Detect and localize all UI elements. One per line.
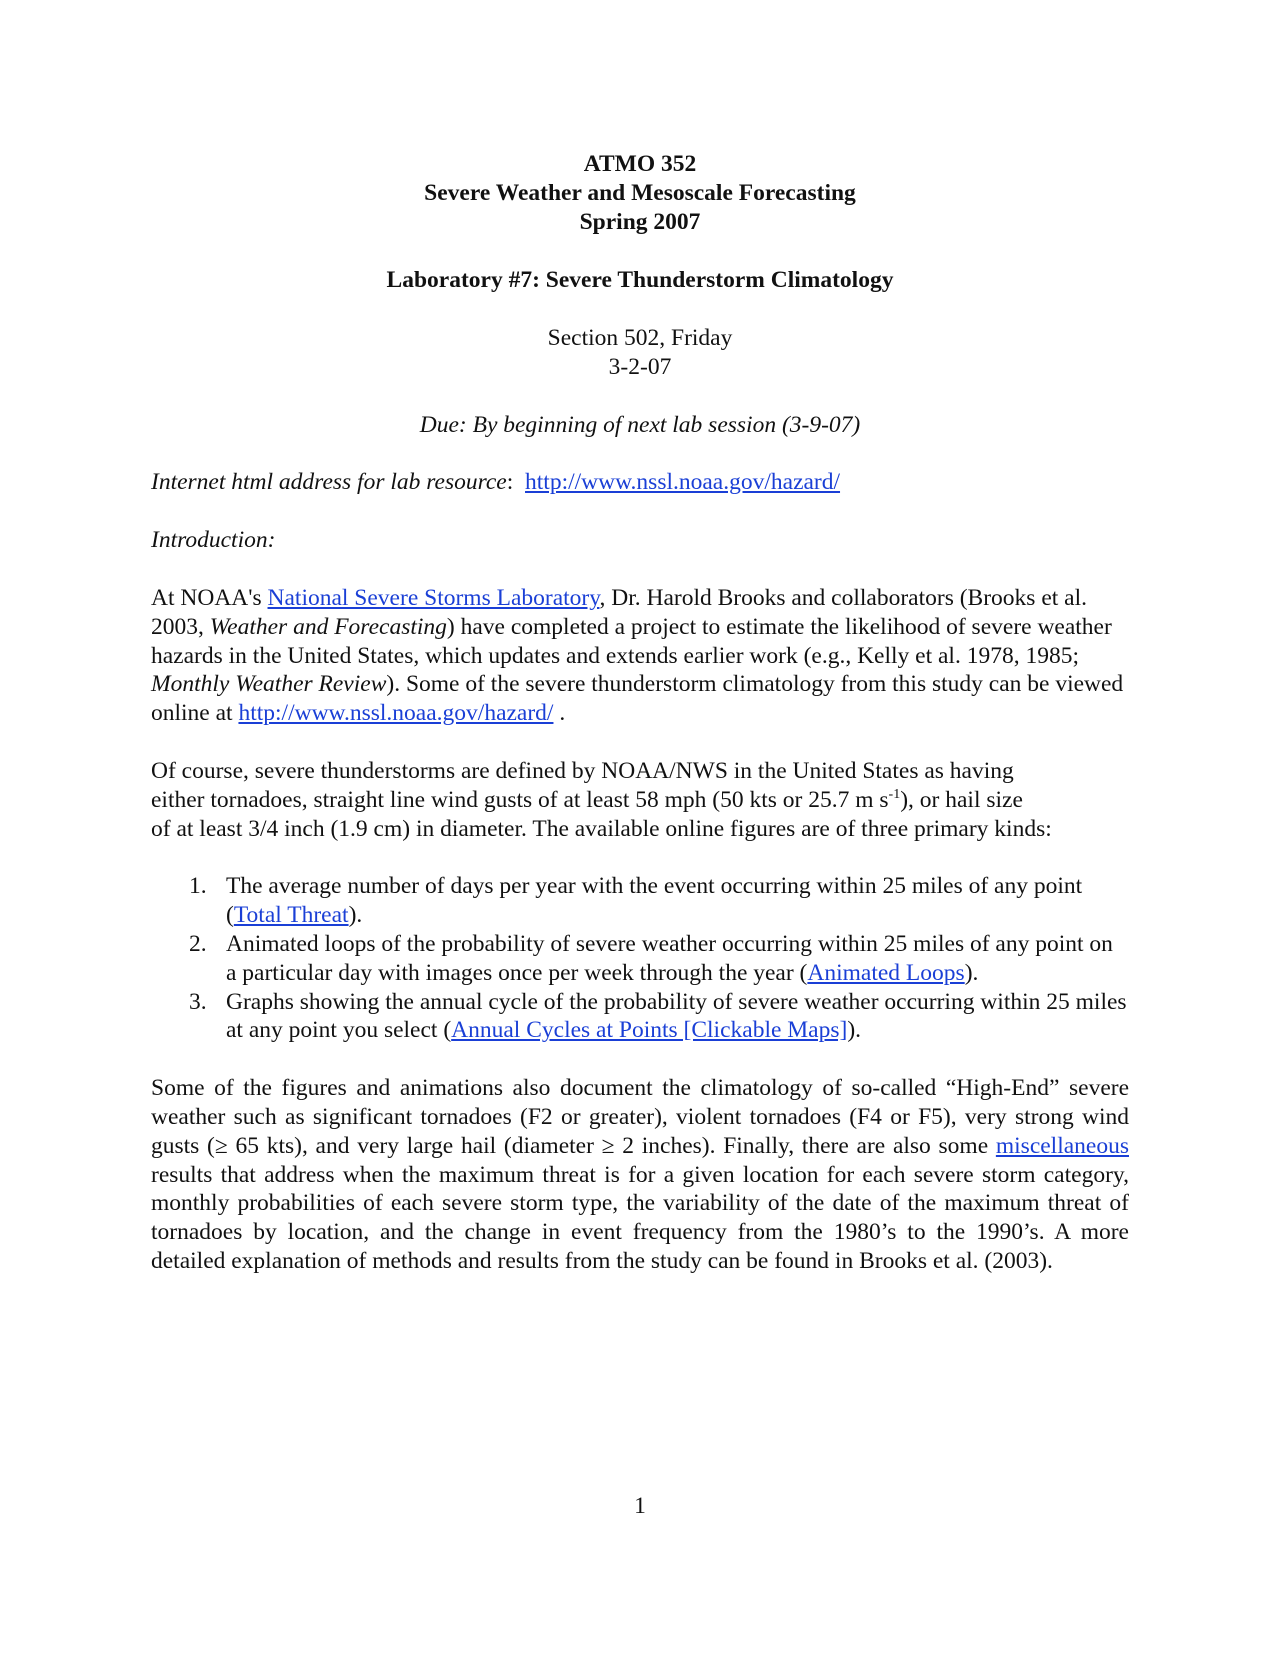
intro-p1-text-b: , Dr. Harold Brooks and collaborators (Brooks et al. 2003,	[151, 584, 1087, 640]
list-number: 2.	[189, 930, 207, 957]
intro-p1-text-a: At NOAA's	[151, 584, 268, 611]
intro-paragraph-1	[151, 584, 1129, 728]
annual-cycles-link[interactable]: Annual Cycles at Points [Clickable Maps]	[451, 1017, 848, 1044]
p2-line-2a: either tornadoes, straight line wind gusts of at least 58 mph (50 kts or 25.7 m s	[151, 786, 889, 813]
spacer	[151, 555, 1129, 584]
list-item	[151, 930, 1129, 988]
list-item	[151, 988, 1129, 1046]
lab-date: 3-2-07	[608, 353, 672, 380]
intro-p1-text-e: .	[553, 700, 566, 727]
unit-superscript: -1	[888, 786, 901, 802]
list-item-text: Graphs showing the annual cycle of the probability of severe weather occurring within 25 miles at any point you select (	[226, 988, 1127, 1044]
list-item-close: ).	[964, 959, 979, 986]
list-item	[151, 872, 1129, 930]
spacer	[151, 497, 1129, 526]
list-item-text: The average number of days per year with the event occurring within 25 miles of any point (	[226, 873, 1083, 929]
intro-paragraph-2	[151, 757, 1129, 843]
intro-p3-text-a: Some of the figures and animations also document the climatology of so-called “High-End” severe weather such as significant tornadoes (F2 or greater), violent tornadoes (F4 or F5), very strong wind gusts (≥ 65 kts), and very large hail (diameter ≥ 2 inches). Finally, there are also some	[151, 1075, 1129, 1159]
section-info: Section 502, Friday	[547, 325, 733, 351]
course-title: Severe Weather and Mesoscale Forecasting	[424, 180, 856, 206]
list-item-close: ).	[847, 1017, 862, 1044]
document-page	[151, 150, 1129, 1276]
journal-monthly-weather-review: Monthly Weather Review	[151, 671, 387, 698]
intro-paragraph-3	[151, 1074, 1129, 1276]
term: Spring 2007	[579, 209, 701, 235]
lab-title: Laboratory #7: Severe Thunderstorm Climatology	[386, 267, 894, 293]
figure-kinds-list	[151, 872, 1129, 1045]
introduction-heading: Introduction:	[151, 527, 276, 554]
journal-weather-forecasting: Weather and Forecasting	[209, 613, 447, 640]
list-number: 3.	[189, 988, 207, 1015]
spacer	[151, 237, 1129, 266]
resource-line	[151, 468, 1129, 497]
resource-label: Internet html address for lab resource	[151, 469, 507, 496]
spacer	[151, 843, 1129, 872]
page-number: 1	[634, 1493, 646, 1519]
animated-loops-link[interactable]: Animated Loops	[807, 959, 965, 986]
p2-line-3: of at least 3/4 inch (1.9 cm) in diameter. The available online figures are of three primary kinds:	[151, 815, 1052, 842]
intro-p1-text-c: ) have completed a project to estimate the likelihood of severe weather hazards in the United States, which updates and extends earlier work (e.g., Kelly et al. 1978, 1985;	[151, 613, 1112, 669]
hazard-url-link[interactable]: http://www.nssl.noaa.gov/hazard/	[238, 700, 554, 727]
list-number: 1.	[189, 873, 207, 900]
p2-line-2	[151, 786, 1129, 815]
spacer	[151, 439, 1129, 468]
nssl-link[interactable]: National Severe Storms Laboratory	[267, 584, 600, 611]
spacer	[151, 1045, 1129, 1074]
resource-colon: :	[506, 469, 514, 496]
p2-line-1: Of course, severe thunderstorms are defined by NOAA/NWS in the United States as having	[151, 757, 1014, 784]
miscellaneous-link[interactable]: miscellaneous	[995, 1132, 1129, 1159]
list-item-text: Animated loops of the probability of severe weather occurring within 25 miles of any point on a particular day with images once per week through the year (	[226, 930, 1113, 986]
p2-line-2b: ), or hail size	[900, 786, 1023, 813]
due-date: Due: By beginning of next lab session (3-9-07)	[419, 411, 861, 438]
intro-p3-text-b: results that address when the maximum threat is for a given location for each severe storm category, monthly probabilities of each severe storm type, the variability of the date of the maximum threat of tornadoes by location, and the change in event frequency from the 1980’s to the 1990’s. A more detailed explanation of methods and results from the study can be found in Brooks et al. (2003).	[151, 1161, 1129, 1274]
list-item-close: ).	[348, 902, 363, 929]
spacer	[151, 728, 1129, 757]
resource-url-link[interactable]: http://www.nssl.noaa.gov/hazard/	[525, 469, 841, 496]
intro-p1-text-d: ). Some of the severe thunderstorm climatology from this study can be viewed online at	[151, 671, 1124, 727]
total-threat-link[interactable]: Total Threat	[233, 902, 349, 929]
spacer	[151, 295, 1129, 324]
spacer	[151, 382, 1129, 411]
course-number: ATMO 352	[583, 151, 697, 177]
